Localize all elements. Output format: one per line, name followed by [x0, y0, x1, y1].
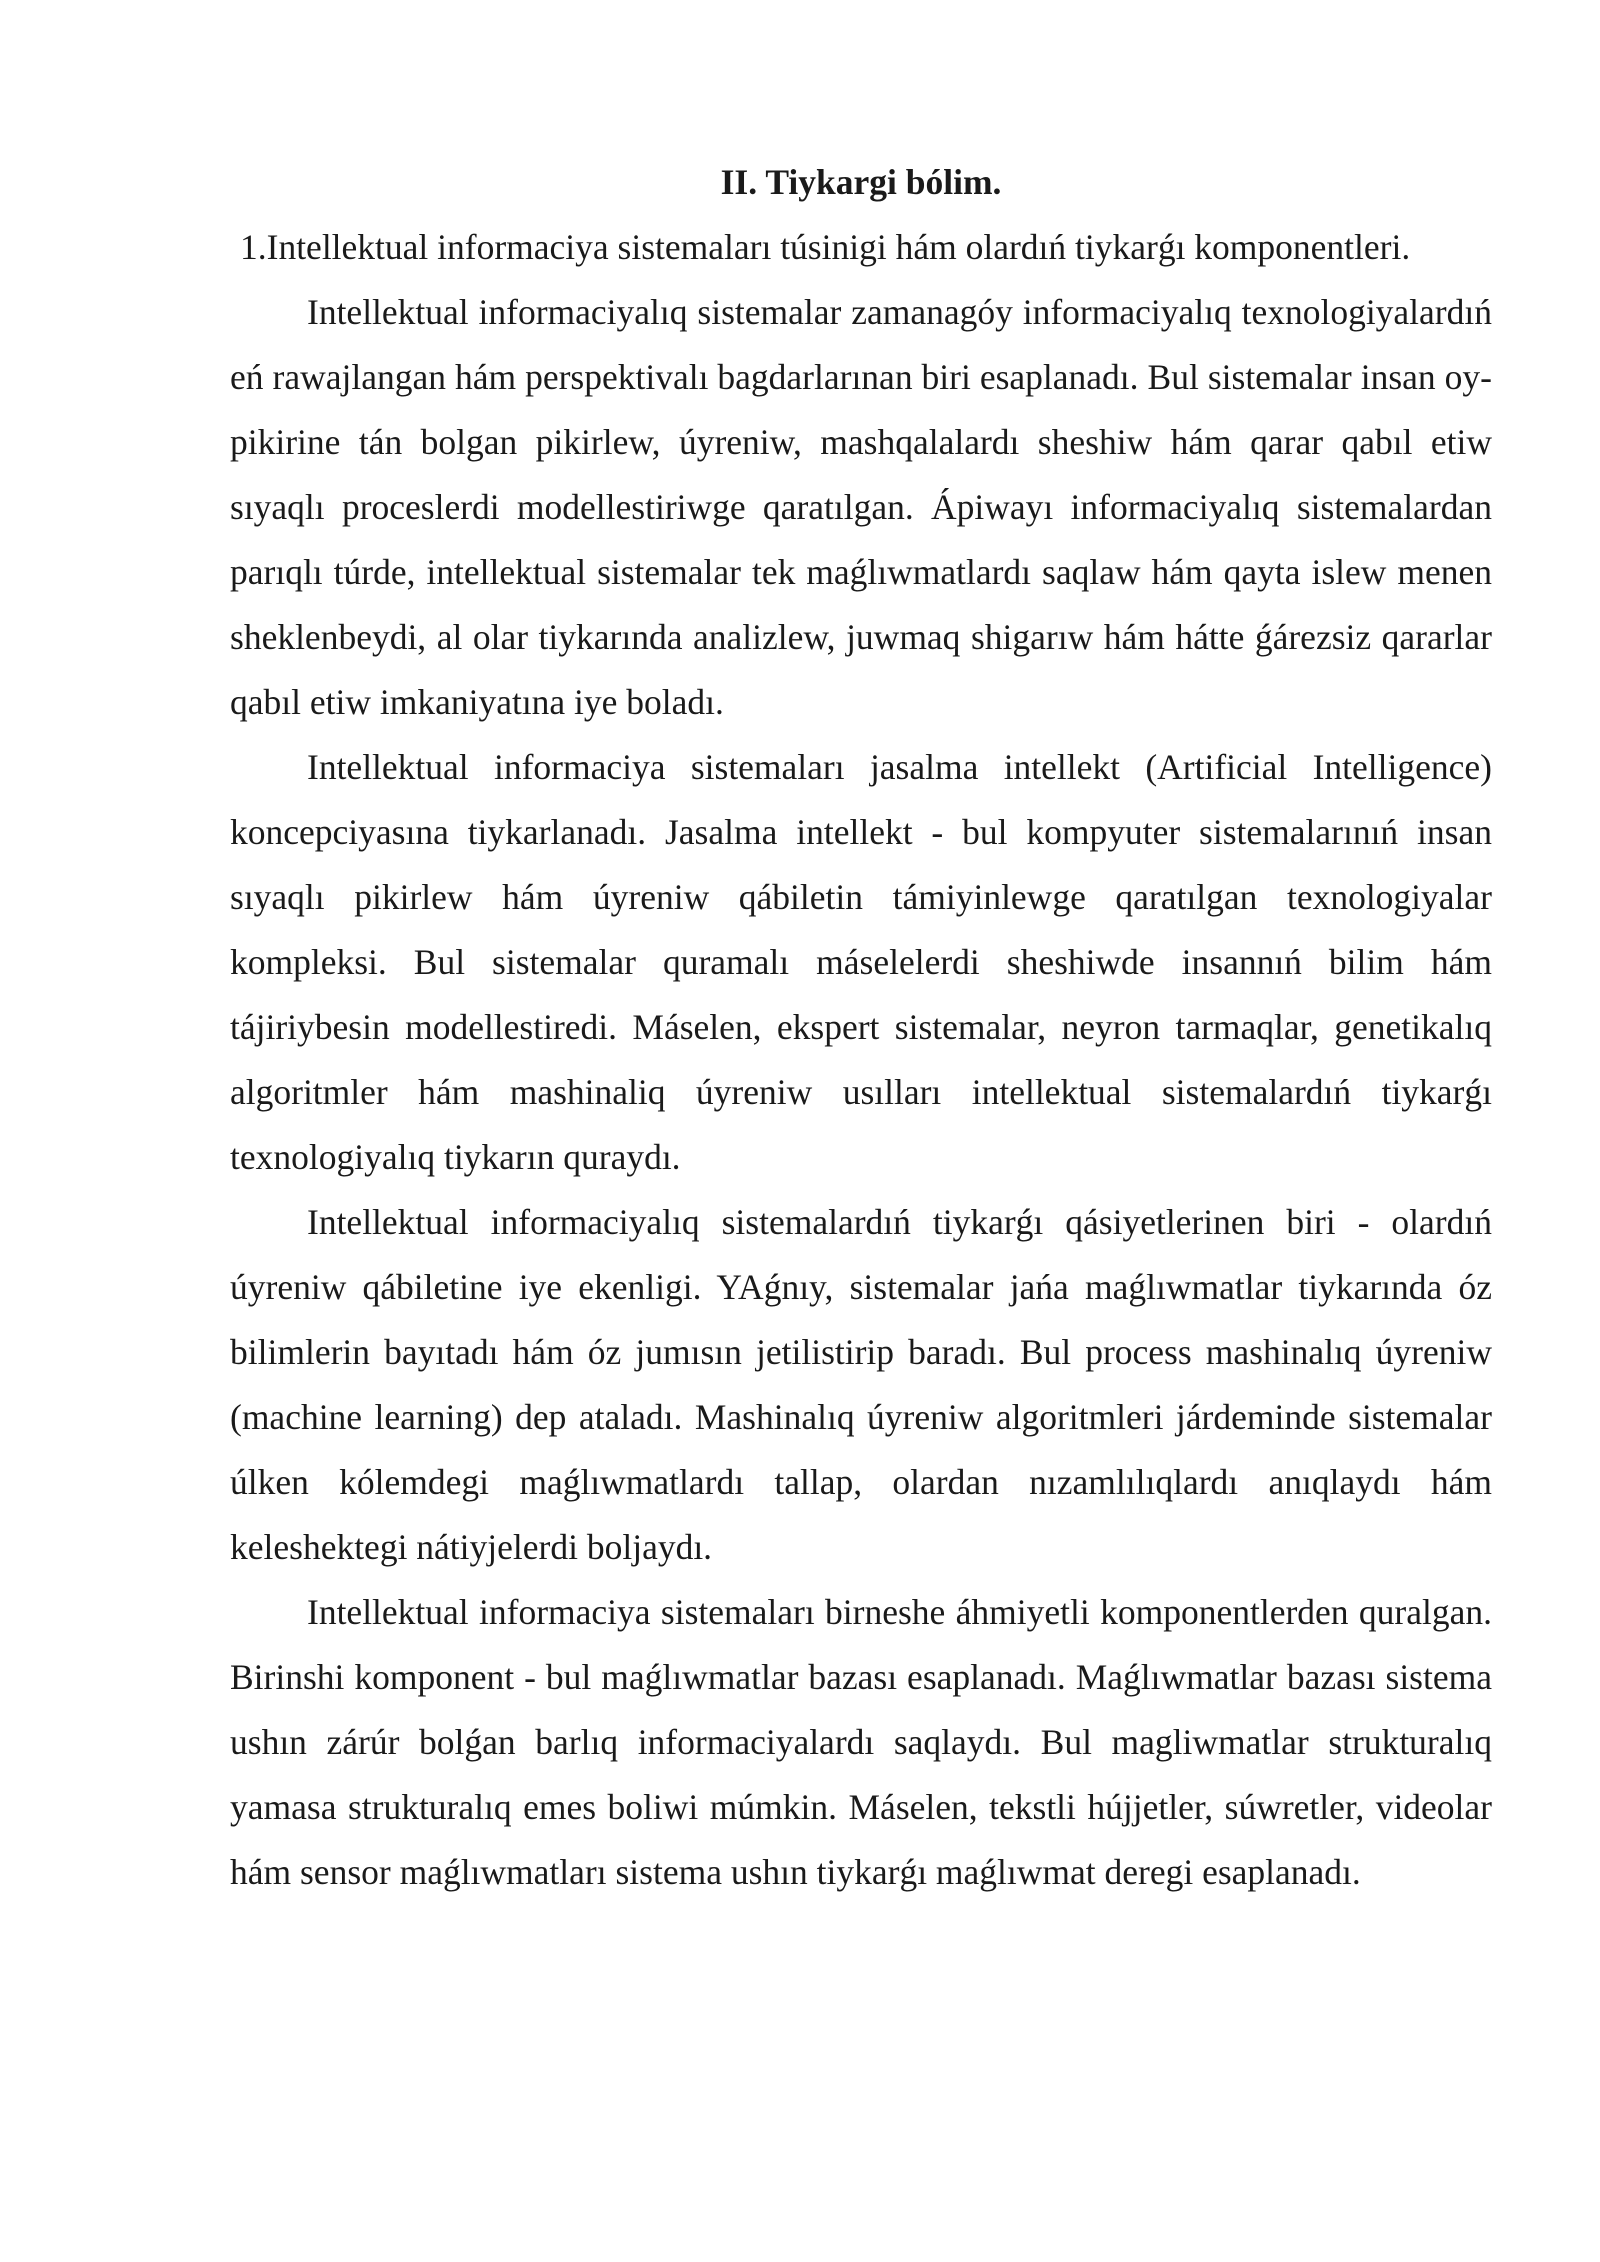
paragraph-2: Intellektual informaciya sistemaları jasalma intellekt (Artificial Intelligence) koncepciyasına tiykarlanadı. Jasalma intellekt - bul kompyuter sistemalarınıń insan sıyaqlı pikirlew hám úyreniw qábiletin támiyinlewge qaratılgan texnologiyalar kompleksi. Bul sistemalar quramalı máselelerdi sheshiwde insannıń bilim hám tájiriybesin modellestiredi. Máselen, ekspert sistemalar, neyron tarmaqlar, genetikalıq algoritmler hám mashinaliq úyreniw usılları intellektual sistemalardıń tiykarǵı texnologiyalıq tiykarın quraydı.: [230, 747, 1492, 1177]
paragraph-4: Intellektual informaciya sistemaları birneshe áhmiyetli komponentlerden quralgan. Birinshi komponent - bul maǵlıwmatlar bazası esaplanadı. Maǵlıwmatlar bazası sistema ushın zárúr bolǵan barlıq informaciyalardı saqlaydı. Bul magliwmatlar strukturalıq yamasa strukturalıq emes boliwi múmkin. Máselen, tekstli hújjetler, súwretler, videolar hám sensor maǵlıwmatları sistema ushın tiykarǵı maǵlıwmat deregi esaplanadı.: [230, 1592, 1492, 1892]
paragraph-1: Intellektual informaciyalıq sistemalar zamanagóy informaciyalıq texnologiyalardıń eń rawajlangan hám perspektivalı bagdarlarınan biri esaplanadı. Bul sistemalar insan oy-pikirine tán bolgan pikirlew, úyreniw, mashqalalardı sheshiw hám qarar qabıl etiw sıyaqlı proceslerdi modellestiriwge qaratılgan. Ápiwayı informaciyalıq sistemalardan parıqlı túrde, intellektual sistemalar tek maǵlıwmatlardı saqlaw hám qayta islew menen sheklenbeydi, al olar tiykarında analizlew, juwmaq shigarıw hám hátte ǵárezsiz qararlar qabıl etiw imkaniyatına iye boladı.: [230, 292, 1492, 722]
document-body: [230, 150, 1492, 1905]
paragraph-3: Intellektual informaciyalıq sistemalardıń tiykarǵı qásiyetlerinen biri - olardıń úyreniw qábiletine iye ekenligi. YAǵnıy, sistemalar jańa maǵlıwmatlar tiykarında óz bilimlerin bayıtadı hám óz jumısın jetilistirip baradı. Bul process mashinalıq úyreniw (machine learning) dep ataladı. Mashinalıq úyreniw algoritmleri járdeminde sistemalar úlken kólemdegi maǵlıwmatlardı tallap, olardan nızamlılıqlardı anıqlaydı hám keleshektegi nátiyjelerdi boljaydı.: [230, 1202, 1492, 1567]
subsection-heading: 1.Intellektual informaciya sistemaları túsinigi hám olardıń tiykarǵı komponentleri.: [240, 227, 1411, 267]
section-heading: II. Tiykargi bólim.: [720, 162, 1002, 202]
